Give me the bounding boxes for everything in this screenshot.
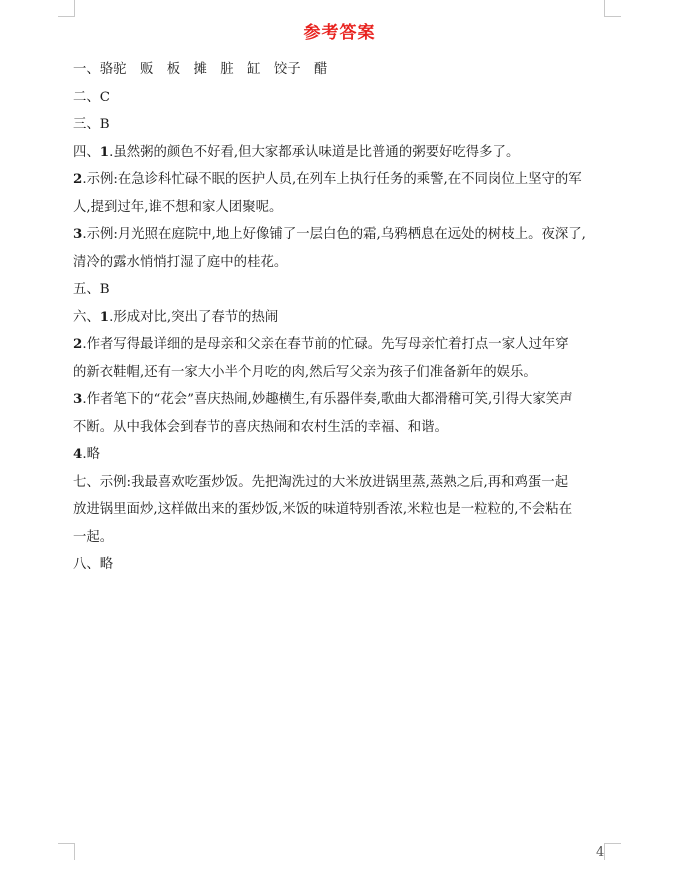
answer-line (73, 56, 613, 84)
answer-line (73, 139, 613, 167)
answer-line (73, 331, 613, 359)
section-prefix: 四、 (73, 144, 100, 160)
line-text: .略 (82, 447, 100, 462)
line-text: 八、略 (73, 557, 114, 572)
answer-content (73, 56, 613, 579)
page-title: 参考答案 (303, 23, 376, 43)
line-text: 二、C (73, 89, 111, 105)
line-text: 三、B (73, 117, 110, 132)
answer-line (73, 469, 613, 497)
line-text: 一、骆驼 贩 板 摊 脏 缸 饺子 醋 (73, 62, 328, 77)
item-number: 1 (99, 143, 110, 160)
line-text: 五、B (73, 282, 110, 297)
answer-line (73, 496, 613, 524)
answer-line (73, 194, 613, 222)
item-number: 3 (73, 391, 83, 407)
line-text: .作者写得最详细的是母亲和父亲在春节前的忙碌。先写母亲忙着打点一家人过年穿 (82, 337, 569, 352)
answer-line (73, 386, 613, 414)
line-text: 人,提到过年,谁不想和家人团聚呢。 (73, 199, 283, 215)
item-number: 1 (99, 308, 110, 325)
line-text: .形成对比,突出了春节的热闹 (109, 309, 279, 325)
answer-line (73, 414, 613, 442)
answer-line (73, 249, 613, 277)
line-text: .示例:月光照在庭院中,地上好像铺了一层白色的霜,乌鸦栖息在远处的树枝上。夜深了, (82, 227, 586, 242)
item-number: 2 (73, 171, 83, 187)
item-number: 4 (73, 446, 83, 462)
section-prefix: 六、 (73, 309, 100, 325)
crop-mark-top-right (604, 0, 621, 17)
line-text: .示例:在急诊科忙碌不眠的医护人员,在列车上执行任务的乘警,在不同岗位上坚守的军 (82, 172, 582, 187)
line-text: .虽然粥的颜色不好看,但大家都承认味道是比普通的粥要好吃得多了。 (109, 144, 520, 160)
line-text: .作者笔下的“花会”喜庆热闹,妙趣横生,有乐器伴奏,歌曲大都滑稽可笑,引得大家笑声 (82, 392, 573, 407)
page-number: 4 (596, 845, 605, 860)
line-text: 的新衣鞋帽,还有一家大小半个月吃的肉,然后写父亲为孩子们准备新年的娱乐。 (73, 364, 537, 380)
answer-line (73, 111, 613, 139)
answer-line (73, 551, 613, 579)
answer-line (73, 221, 613, 249)
item-number: 2 (73, 336, 83, 352)
item-number: 3 (73, 226, 83, 242)
line-text: 七、示例:我最喜欢吃蛋炒饭。先把淘洗过的大米放进锅里蒸,蒸熟之后,再和鸡蛋一起 (73, 474, 569, 490)
answer-line (73, 524, 613, 552)
answer-line (73, 304, 613, 332)
line-text: 清冷的露水悄悄打湿了庭中的桂花。 (73, 254, 288, 270)
line-text: 不断。从中我体会到春节的喜庆热闹和农村生活的幸福、和谐。 (73, 419, 448, 435)
line-text: 放进锅里面炒,这样做出来的蛋炒饭,米饭的味道特别香浓,米粒也是一粒粒的,不会粘在 (73, 502, 573, 517)
answer-line (73, 166, 613, 194)
crop-mark-bottom-left (58, 843, 75, 860)
crop-mark-top-left (58, 0, 75, 17)
answer-line (73, 84, 613, 112)
answer-line (73, 276, 613, 304)
line-text: 一起。 (73, 529, 114, 545)
crop-mark-bottom-right (604, 843, 621, 860)
answer-line (73, 441, 613, 469)
answer-line (73, 359, 613, 387)
